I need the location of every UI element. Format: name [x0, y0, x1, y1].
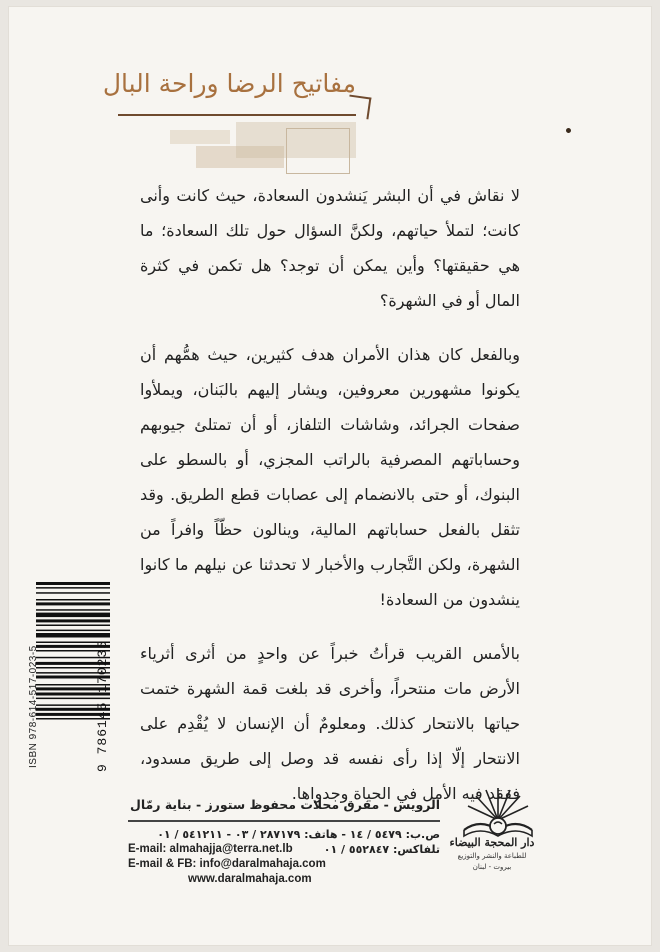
blurb-paragraph: بالأمس القريب قرأتُ خبراً عن واحدٍ من أثرى أثرياء الأرض مات منتحراً، وأخرى قد بلغت قمة الشهرة ختمت حياتها بالانتحار كذلك. ومعلومٌ أن الإنسان لا يُقْدِم على الانتحار إلّا إذا رأى نفسه قد وصل إلى طريق مسدود، ففقد فيه الأمل في الحياة وجدواها. [140, 644, 520, 803]
publisher-city: بيروت - لبنان [472, 863, 512, 871]
publisher-tagline: للطباعة والنشر والتوزيع [457, 852, 527, 860]
blurb-paragraph: لا نقاش في أن البشر يَنشدون السعادة، حيث كانت وأنى كانت؛ لتملأ حياتهم، ولكنَّ السؤال حول تلك السعادة؛ ما هي حقيقتها؟ وأين يمكن أن توجد؟ هل تكمن في كثرة المال أو في الشهرة؟ [140, 186, 520, 310]
title-ornament [347, 95, 372, 120]
publisher-website[interactable]: www.daralmahaja.com [188, 873, 312, 885]
decorative-square [170, 130, 230, 144]
isbn-label: ISBN 978-614-517-023-5 [28, 645, 39, 768]
decorative-square [196, 146, 284, 168]
blurb-paragraph: وبالفعل كان هذان الأمران هدف كثيرين، حيث همُّهم أن يكونوا مشهورين معروفين، ويشار إليهم بالبَنان، ويملأوا صفحات الجرائد، وشاشات التلفاز، أو أن تمتلئ جيوبهم وحساباتهم المصرفية بالراتب المجزي، أو بالسطو على البنوك، أو حتى بالانضمام إلى عصابات قطع الطريق. وقد تثقل بالفعل حساباتهم المالية، وينالون حظّاً وافراً من الشهرة، ولكن التَّجارب والأخبار لا تحدثنا عن نيلهم ما كانوا ينشدون من السعادة! [140, 345, 520, 609]
publisher-address: الرويس - مفرق محلات محفوظ ستورز - بناية رمّال [130, 797, 440, 812]
publisher-name: دار المحجة البيضاء [449, 836, 535, 849]
barcode-number: 9 786145 170235 [95, 639, 110, 772]
book-title: مفاتيح الرضا وراحة البال [102, 69, 356, 98]
blurb-text [140, 178, 520, 830]
publisher-email-fb[interactable]: E-mail & FB: info@daralmahaja.com [128, 858, 326, 870]
publisher-phone: ص.ب: ٥٤٧٩ / ١٤ - هاتف: ٢٨٧١٧٩ / ٠٣ - ٥٤١٢١١ / ٠١ [157, 828, 440, 841]
decorative-square-outline [286, 128, 350, 174]
publisher-email[interactable]: E-mail: almahajja@terra.net.lb [128, 843, 293, 855]
footer-divider [128, 820, 440, 822]
title-underline [118, 114, 356, 116]
title-banner [102, 56, 356, 126]
publisher-fax: تلفاكس: ٥٥٢٨٤٧ / ٠١ [323, 843, 440, 856]
